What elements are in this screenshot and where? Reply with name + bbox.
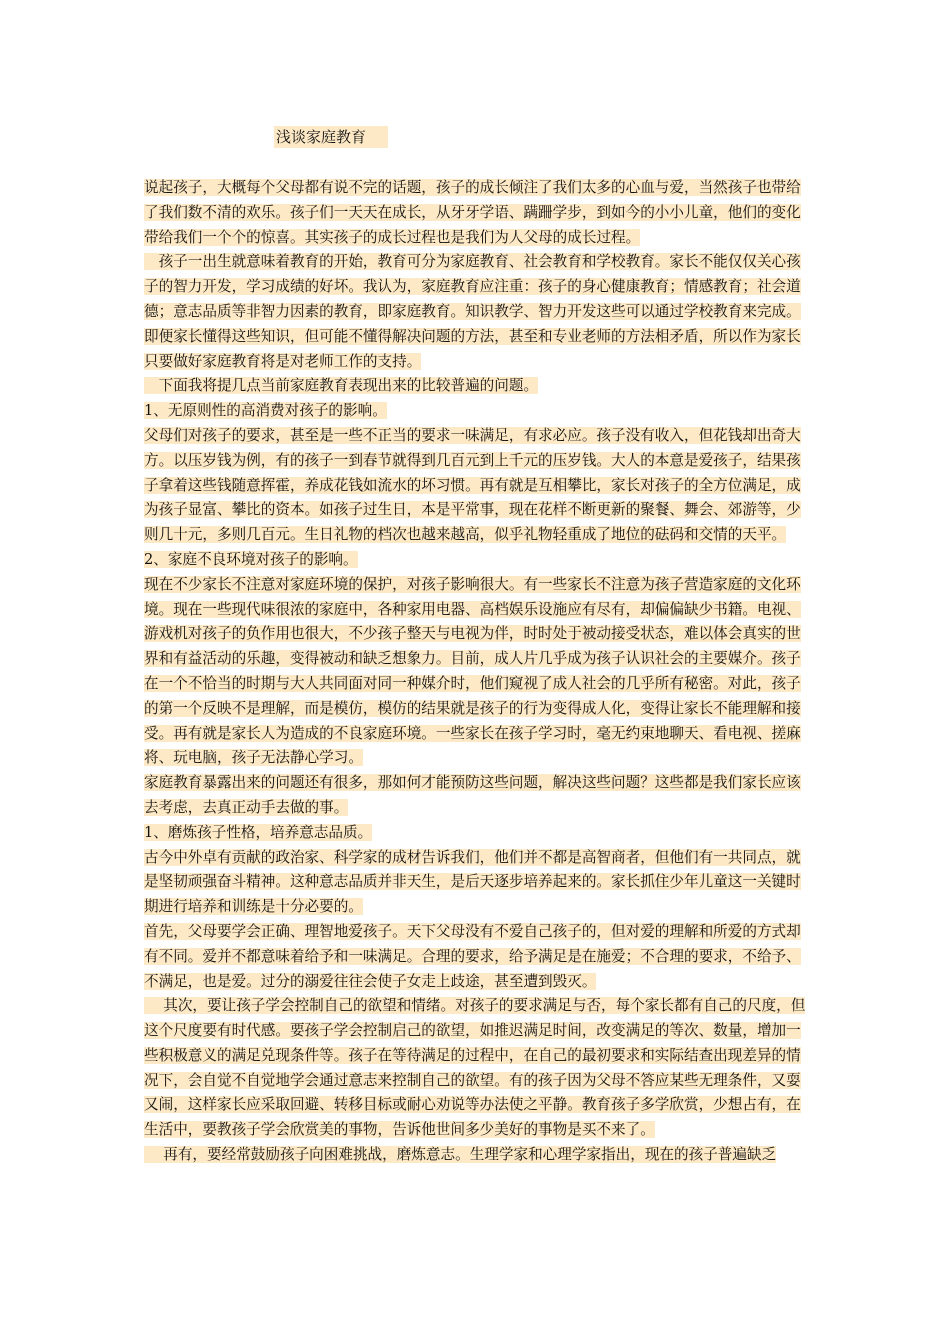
section-heading — [144, 548, 808, 573]
paragraph-text: 再有，要经常鼓励孩子向困难挑战，磨炼意志。生理学家和心理学家指出，现在的孩子普遍缺乏 — [144, 1146, 777, 1164]
paragraph — [144, 771, 808, 821]
paragraph — [144, 424, 808, 548]
paragraph-text: 其次，要让孩子学会控制自己的欲望和情绪。对孩子的要求满足与否，每个家长都有自己的尺度，但这个尺度要有时代感。要孩子学会控制启己的欲望，如推迟满足时间，改变满足的等次、数量，增加一些积极意义的满足兑现条件等。孩子在等待满足的过程中，在自己的最初要求和实际结查出现差异的情况下，会自觉不自觉地学会通过意志来控制自己的欲望。有的孩子因为父母不答应某些无理条件，又耍又闹，这样家长应采取回避、转移目标或耐心劝说等办法使之平静。教育孩子多学欣赏，少想占有，在生活中，要教孩子学会欣赏美的事物，告诉他世间多少美好的事物是买不来了。 — [144, 997, 806, 1139]
paragraph-text: 古今中外卓有贡献的政治家、科学家的成材告诉我们，他们并不都是高智商者，但他们有一共同点，就是坚韧顽强奋斗精神。这种意志品质并非天生，是后天逐步培养起来的。家长抓住少年儿童这一关键时期进行培养和训练是十分必要的。 — [144, 848, 801, 916]
paragraph — [144, 573, 808, 771]
paragraph — [144, 176, 808, 250]
paragraph-text: 说起孩子，大概每个父母都有说不完的话题，孩子的成长倾注了我们太多的心血与爱，当然孩子也带给了我们数不清的欢乐。孩子们一天天在成长，从牙牙学语、蹒跚学步，到如今的小小儿童，他们的变化带给我们一个个的惊喜。其实孩子的成长过程也是我们为人父母的成长过程。 — [144, 179, 801, 246]
paragraph-text: 现在不少家长不注意对家庭环境的保护，对孩子影响很大。有一些家长不注意为孩子营造家庭的文化环境。现在一些现代味很浓的家庭中，各种家用电器、高档娱乐设施应有尽有，却偏偏缺少书籍。电视、游戏机对孩子的负作用也很大，不少孩子整天与电视为伴，时时处于被动接受状态，难以体会真实的世界和有益活动的乐趣，变得被动和缺乏想象力。目前，成人片几乎成为孩子认识社会的主要媒介。孩子在一个不恰当的时期与大人共同面对同一种媒介时，他们窥视了成人社会的几乎所有秘密。对此，孩子的第一个反映不是理解，而是模仿，模仿的结果就是孩子的行为变得成人化，变得让家长不能理解和接受。再有就是家长人为造成的不良家庭环境。一些家长在孩子学习时，毫无约束地聊天、看电视、搓麻将、玩电脑，孩子无法静心学习。 — [144, 575, 801, 767]
section-heading — [144, 399, 808, 424]
paragraph — [144, 250, 808, 374]
paragraph-text: 下面我将提几点当前家庭教育表现出来的比较普遍的问题。 — [144, 377, 539, 395]
paragraph — [144, 1143, 808, 1168]
paragraph-text: 孩子一出生就意味着教育的开始，教育可分为家庭教育、社会教育和学校教育。家长不能仅仅关心孩子的智力开发，学习成绩的好坏。我认为，家庭教育应注重：孩子的身心健康教育；情感教育；社会道德；意志品质等非智力因素的教育，即家庭教育。知识教学、智力开发这些可以通过学校教育来完成。即便家长懂得这些知识，但可能不懂得解决问题的方法，甚至和专业老师的方法相矛盾，所以作为家长只要做好家庭教育将是对老师工作的支持。 — [144, 253, 801, 370]
paragraph — [144, 920, 808, 994]
paragraph-text: 1、无原则性的高消费对孩子的影响。 — [144, 402, 387, 420]
paragraph-text: 父母们对孩子的要求，甚至是一些不正当的要求一味满足，有求必应。孩子没有收入，但花钱却出奇大方。以压岁钱为例，有的孩子一到春节就得到几百元到上千元的压岁钱。大人的本意是爱孩子，结果孩子拿着这些钱随意挥霍，养成花钱如流水的坏习惯。再有就是互相攀比，家长对孩子的全方位满足，成为孩子显富、攀比的资本。如孩子过生日，本是平常事，现在花样不断更新的聚餐、舞会、郊游等，少则几十元，多则几百元。生日礼物的档次也越来越高，似乎礼物轻重成了地位的砝码和交情的天平。 — [144, 426, 801, 544]
document-title: 浅谈家庭教育 — [274, 126, 388, 148]
paragraph-text: 家庭教育暴露出来的问题还有很多，那如何才能预防这些问题，解决这些问题？这些都是我们家长应该去考虑，去真正动手去做的事。 — [144, 774, 801, 816]
paragraph — [144, 994, 808, 1143]
paragraph — [144, 374, 808, 399]
paragraph-text: 首先，父母要学会正确、理智地爱孩子。天下父母没有不爱自己孩子的，但对爱的理解和所爱的方式却有不同。爱并不都意味着给予和一味满足。合理的要求，给予满足是在施爱；不合理的要求，不给予、不满足，也是爱。过分的溺爱往往会使子女走上歧途，甚至遭到毁灭。 — [144, 922, 801, 990]
paragraph-text: 1、磨炼孩子性格，培养意志品质。 — [144, 823, 373, 841]
document-body — [144, 176, 808, 1168]
paragraph — [144, 846, 808, 920]
section-heading — [144, 821, 808, 846]
paragraph-text: 2、家庭不良环境对孩子的影响。 — [144, 550, 358, 568]
